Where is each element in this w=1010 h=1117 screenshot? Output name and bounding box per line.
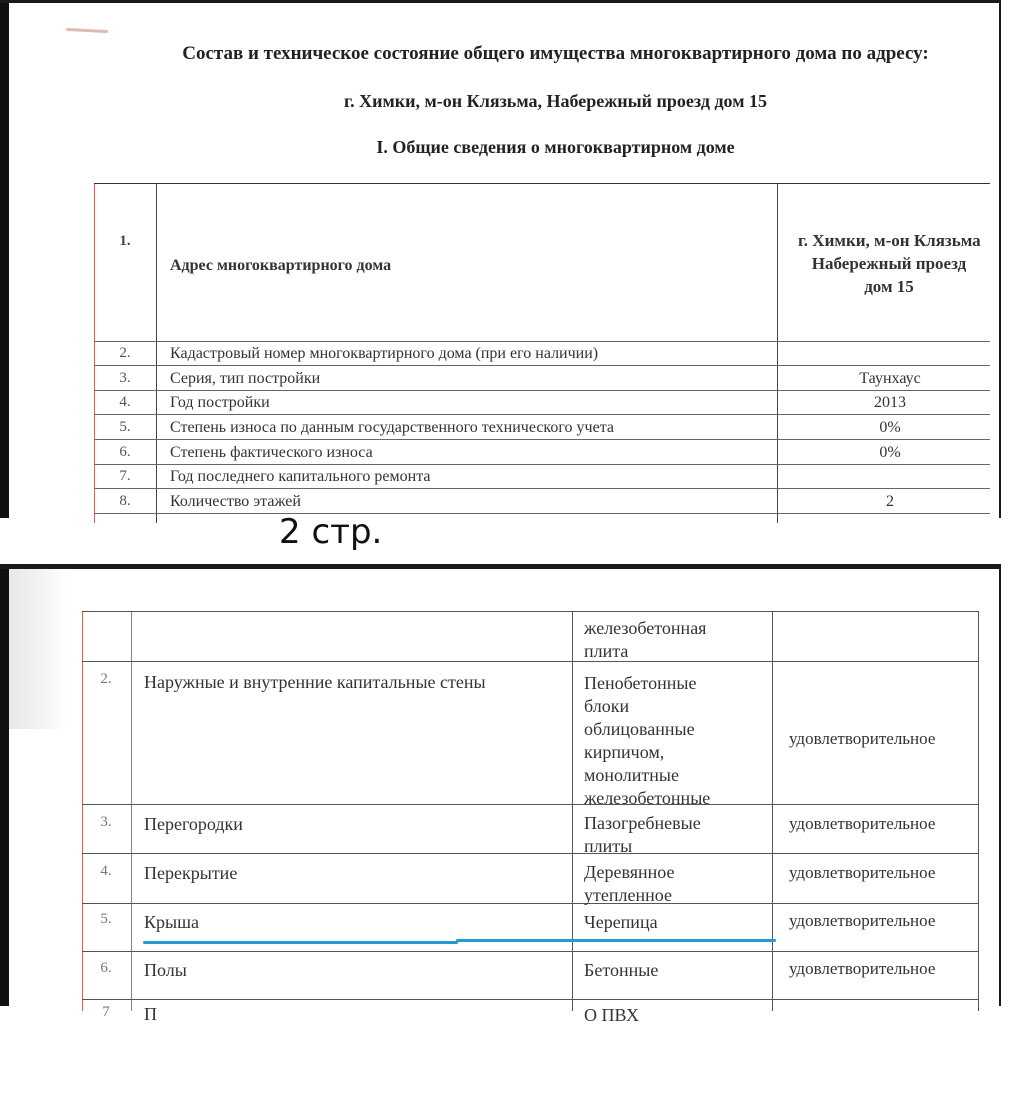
scan-edge	[0, 569, 9, 1006]
row-value: 0%	[879, 444, 901, 461]
element-label: П	[144, 1004, 157, 1024]
row-number: 8.	[119, 493, 131, 509]
material-cell: Бетонные	[584, 960, 659, 980]
material-cell: железобетонная плита	[584, 618, 707, 661]
page-caption: 2 стр.	[279, 512, 383, 552]
material-cell: О ПВХ	[584, 1005, 640, 1025]
row-number: 4.	[100, 863, 112, 879]
document-address: г. Химки, м-он Клязьма, Набережный проезд дом 15	[344, 91, 767, 111]
row-label: Кадастровый номер многоквартирного дома (при его наличии)	[170, 345, 599, 362]
state-cell: удовлетворительное	[789, 911, 936, 930]
row-value: 2	[886, 493, 894, 510]
row-number: 2.	[100, 671, 112, 687]
element-label: Перекрытие	[144, 863, 238, 883]
document-page-2	[0, 564, 1001, 1025]
material-cell: Пенобетонные блоки облицованные кирпичом, монолитные железобетонные	[584, 673, 711, 808]
row-value: г. Химки, м-он Клязьма Набережный проезд дом 15	[798, 231, 981, 296]
row-number: 1.	[119, 233, 131, 249]
scan-edge	[0, 3, 9, 518]
document-page-1	[0, 0, 1001, 518]
state-cell: удовлетворительное	[789, 959, 936, 978]
row-number: 5.	[100, 911, 112, 927]
element-label: Крыша	[144, 912, 199, 932]
row-value: 0%	[879, 419, 901, 436]
material-cell: Пазогребневые плиты	[584, 813, 701, 856]
row-number: 3.	[119, 370, 131, 386]
row-value: 2013	[874, 394, 906, 411]
state-cell: удовлетворительное	[789, 729, 936, 748]
row-number: 6.	[100, 960, 112, 976]
scan-shadow	[9, 569, 69, 729]
row-label: Год последнего капитального ремонта	[170, 468, 431, 485]
pencil-mark	[66, 28, 108, 33]
row-label: Серия, тип постройки	[170, 370, 321, 387]
row-number: 2.	[119, 345, 131, 361]
material-cell: Черепица	[584, 912, 658, 932]
material-cell: Деревянное утепленное	[584, 862, 675, 905]
row-label: Степень износа по данным государственного технического учета	[170, 419, 614, 436]
highlight-underline	[143, 941, 458, 944]
state-cell: удовлетворительное	[789, 863, 936, 882]
row-label: Количество этажей	[170, 493, 301, 510]
row-number: 4.	[119, 394, 131, 410]
row-label: Степень фактического износа	[170, 444, 373, 461]
row-number: 7	[102, 1004, 110, 1020]
highlight-underline	[456, 939, 776, 942]
element-label: Наружные и внутренние капитальные стены	[144, 672, 486, 692]
row-label: Адрес многоквартирного дома	[170, 257, 392, 274]
row-number: 7.	[119, 468, 131, 484]
row-value: Таунхаус	[859, 370, 921, 387]
element-label: Полы	[144, 960, 187, 980]
section-heading: I. Общие сведения о многоквартирном доме	[376, 137, 735, 157]
state-cell: удовлетворительное	[789, 814, 936, 833]
row-label: Год постройки	[170, 394, 270, 411]
element-label: Перегородки	[144, 814, 243, 834]
row-number: 6.	[119, 444, 131, 460]
row-number: 5.	[119, 419, 131, 435]
document-title: Состав и техническое состояние общего имущества многоквартирного дома по адресу:	[182, 43, 929, 64]
row-number: 3.	[100, 814, 112, 830]
